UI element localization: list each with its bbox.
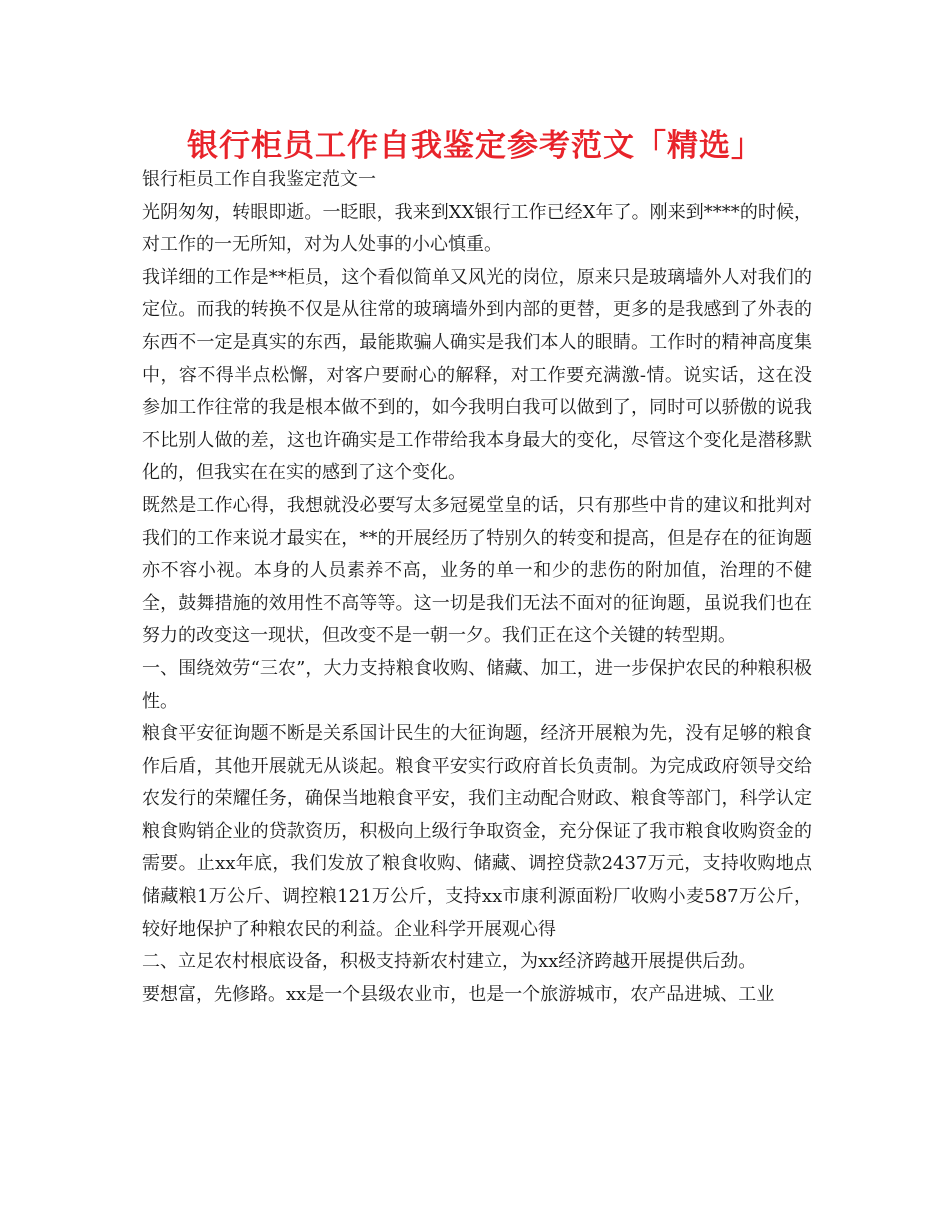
paragraph-grain-security: 粮食平安征询题不断是关系国计民生的大征询题，经济开展粮为先，没有足够的粮食作后盾，其他开展就无从谈起。粮食平安实行政府首长负责制。为完成政府领导交给农发行的荣耀任务，确保当地粮食平安，我们主动配合财政、粮食等部门，科学认定粮食购销企业的贷款资历，积极向上级行争取资金，充分保证了我市粮食收购资金的需要。止xx年底，我们发放了粮食收购、储藏、调控贷款2437万元，支持收购地点储藏粮1万公斤、调控粮121万公斤，支持xx市康利源面粉厂收购小麦587万公斤，较好地保护了种粮农民的利益。企业科学开展观心得 [142, 723, 812, 940]
paragraph-intro: 光阴匆匆，转眼即逝。一眨眼，我来到XX银行工作已经X年了。刚来到****的时候，对工作的一无所知，对为人处事的小心慎重。 [142, 201, 812, 256]
paragraph-job-description: 我详细的工作是**柜员，这个看似简单又风光的岗位，原来只是玻璃墙外人对我们的定位。而我的转换不仅是从往常的玻璃墙外到内部的更替，更多的是我感到了外表的东西不一定是真实的东西，最能欺骗人确实是我们本人的眼睛。工作时的精神高度集中，容不得半点松懈，对客户要耐心的解释，对工作要充满激-情。说实话，这在没参加工作往常的我是根本做不到的，如今我明白我可以做到了，同时可以骄傲的说我不比别人做的差，这也许确实是工作带给我本身最大的变化，尽管这个变化是潜移默化的，但我实在在实的感到了这个变化。 [142, 266, 812, 484]
paragraph-point-two: 二、立足农村根底设备，积极支持新农村建立，为xx经济跨越开展提供后劲。 [142, 951, 757, 973]
document-body [142, 164, 812, 1011]
document-title: 银行柜员工作自我鉴定参考范文「精选」 [187, 128, 763, 164]
paragraph-point-one: 一、围绕效劳“三农”，大力支持粮食收购、储藏、加工，进一步保护农民的种粮积极性。 [142, 657, 812, 712]
paragraph-roads: 要想富，先修路。xx是一个县级农业市，也是一个旅游城市，农产品进城、工业 [142, 983, 775, 1005]
paragraph-reflection: 既然是工作心得，我想就没必要写太多冠冕堂皇的话，只有那些中肯的建议和批判对我们的工作来说才最实在，**的开展经历了特别久的转变和提高，但是存在的征询题亦不容小视。本身的人员素养不高，业务的单一和少的悲伤的附加值，治理的不健全，鼓舞措施的效用性不高等等。这一切是我们无法不面对的征询题，虽说我们也在努力的改变这一现状，但改变不是一朝一夕。我们正在这个关键的转型期。 [142, 494, 812, 647]
paragraph-section-heading: 银行柜员工作自我鉴定范文一 [142, 169, 376, 190]
